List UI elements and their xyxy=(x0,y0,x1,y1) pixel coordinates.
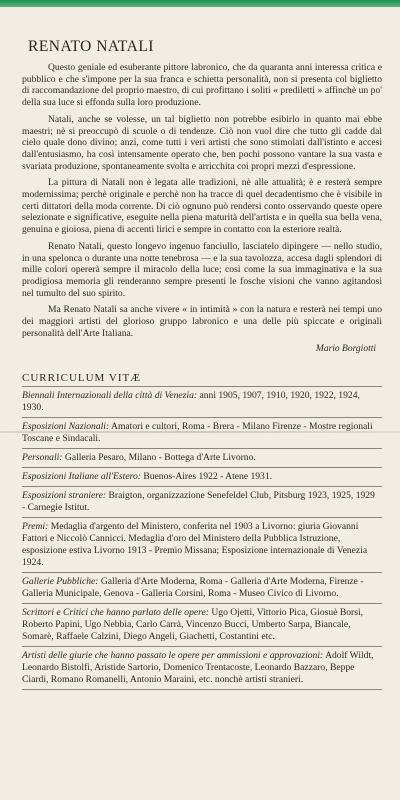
cv-item-text: Amatori e cultori, Roma - Brera - Milano Firenze - Mostre regionali Toscane e Sindacali. xyxy=(22,421,373,445)
cv-item-label: Scrittori e Critici che hanno parlato delle opere: xyxy=(22,607,209,619)
intro-paragraph: Questo geniale ed esuberante pittore labronico, che da quaranta anni interessa critica e pubblico e che s'impone per la sua franca e schietta personalità, non si presenta col biglietto di raccomandazione del proprio maestro, di cui profittano i soliti « prediletti » affinchè un po' della sua luce si effonda sulla loro produzione. xyxy=(22,62,382,109)
cv-item-text: Braigton, organizzazione Senefeldel Club, Pitsburg 1923, 1925, 1929 - Carnegie Istitut. xyxy=(22,490,375,514)
cv-item-esposizioni-nazionali xyxy=(22,418,382,449)
cv-item-gallerie xyxy=(22,573,382,604)
cv-item-critici xyxy=(22,604,382,647)
cv-item-biennali xyxy=(22,387,382,418)
cv-item-text: Adolf Wildt, Leonardo Bistolfi, Aristide Sartorio, Domenico Trentacoste, Leonardo Bazzaro, Beppe Ciardi, Romano Romanelli, Antonio Maraini, etc. nonchè artisti stranieri. xyxy=(22,650,374,686)
cv-item-label: Gallerie Pubbliche: xyxy=(22,576,99,588)
cv-item-premi xyxy=(22,518,382,573)
intro-paragraph: Ma Renato Natali sa anche vivere « in intimità » con la natura e resterà nei tempi uno dei maggiori artisti del glorioso gruppo labronico e una delle più spiccate e originali personalità dell'Arte Italiana. xyxy=(22,304,382,339)
author-signature: Mario Borgiotti xyxy=(315,344,376,355)
cv-item-straniere xyxy=(22,487,382,518)
cv-item-label: Premi: xyxy=(22,521,49,533)
cv-item-label: Artisti delle giurie che hanno passato le opere per ammissioni e approvazioni: xyxy=(22,650,324,662)
green-top-band xyxy=(0,0,400,7)
cv-item-text: anni 1905, 1907, 1910, 1920, 1922, 1924, 1930. xyxy=(22,390,360,414)
cv-item-text: Galleria Pesaro, Milano - Bottega d'Arte Livorno. xyxy=(62,452,256,464)
intro-paragraph: La pittura di Natali non è legata alle tradizioni, nè alle attualità; è e resterà sempre modernissima; perchè originale e perchè non ha tracce di quel decadentismo che è visibile in certi dittatori della moda corrente. Di ciò ognuno può rendersi conto osservando queste opere selezionate e significative, eseguite nella piena maturità dell'artista e in quella sua bella vena, genuina e gioiosa, piena di accenti lirici e sempre in contatto con la esteriore realtà. xyxy=(22,177,382,236)
cv-item-label: Esposizioni Nazionali: xyxy=(22,421,110,433)
document-content xyxy=(22,12,382,690)
cv-item-label: Personali: xyxy=(22,452,63,464)
cv-item-text: Ugo Ojetti, Vittorio Pica, Giosuè Borsi, Roberto Papini, Ugo Nebbia, Carlo Carrà, Vincenzo Bucci, Umberto Sarpa, Biancale, Somarè, Raffaele Calzini, Diego Angeli, Giachetti, Costantini etc. xyxy=(22,607,364,643)
cv-title: CURRICULUM VITÆ xyxy=(22,372,142,385)
cv-item-text: Galleria d'Arte Moderna, Roma - Galleria d'Arte Moderna, Firenze - Galleria Municipale, Genova - Galleria Corsini, Roma - Museo Civico di Livorno. xyxy=(22,576,364,600)
cv-item-personali xyxy=(22,449,382,468)
cv-item-text: Medaglia d'argento del Ministero, conferita nel 1903 a Livorno: giuria Giovanni Fattori e Niccolò Cannicci. Medaglia d'oro del Ministero della Pubblica Istruzione, esposizione estiva Livorno 1913 - Premio Missana; Esposizione internazionale di Venezia 1924. xyxy=(22,521,368,569)
cv-item-giurie xyxy=(22,647,382,690)
cv-item-label: Biennali Internazionali della città di Venezia: xyxy=(22,390,198,402)
intro-text xyxy=(22,62,382,339)
document-title: RENATO NATALI xyxy=(28,38,154,55)
intro-paragraph: Renato Natali, questo longevo ingenuo fanciullo, lasciatelo dipingere — nello studio, in una spelonca o durante una notte tenebrosa — e la sua tavolozza, accesa dagli splendori di mille colori opererà sempre il miracolo della luce; così come la sua immaginativa e la sua prodigiosa memoria gli renderanno sempre presenti le fosche visioni che vanno agitandosi nel tumulto del suo spirito. xyxy=(22,240,382,299)
cv-item-label: Esposizioni straniere: xyxy=(22,490,107,502)
cv-item-estero xyxy=(22,468,382,487)
cv-item-label: Esposizioni Italiane all'Estero: xyxy=(22,471,141,483)
cv-list xyxy=(22,386,382,690)
cv-item-text: Buenos-Aires 1922 - Atene 1931. xyxy=(140,471,273,483)
intro-paragraph: Natali, anche se volesse, un tal biglietto non potrebbe esibirlo in quanto mai ebbe maestri; nè si preoccupò di scuole o di tendenze. Ciò non vuol dire che tutto gli cadde dal cielo quale dono divino; anzi, come tutti i veri artisti che sono stimolati dall'istinto e accesi dall'entusiasmo, ha così intensamente operato che, ben pochi possono vantare la sua vasta e svariata produzione, spontaneamente svolta e arricchita coi propri mezzi d'espressione. xyxy=(22,113,382,172)
